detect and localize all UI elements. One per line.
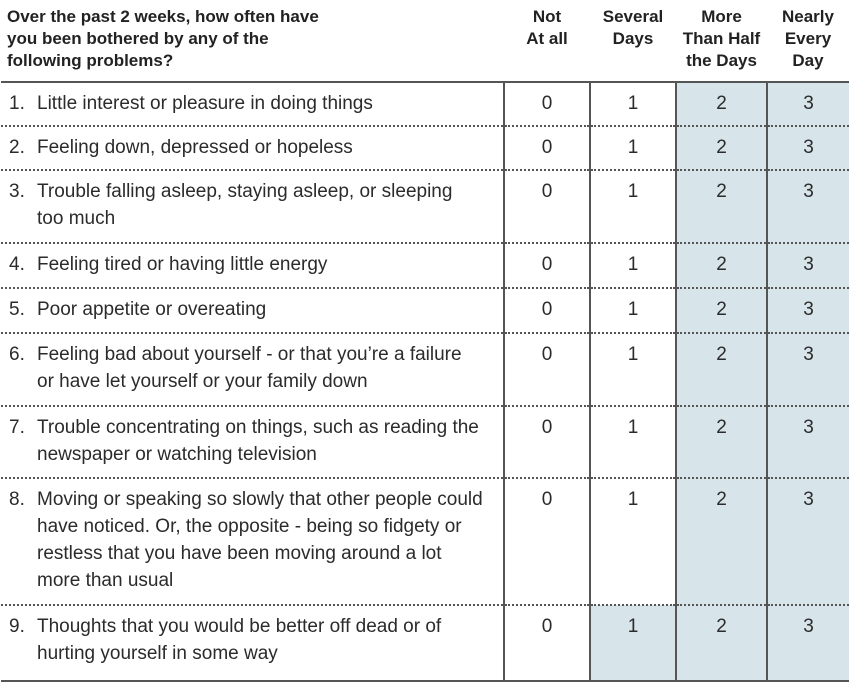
score-nearly-every-day[interactable]: 3 — [767, 170, 849, 243]
question-number: 8. — [9, 489, 25, 510]
question-number: 9. — [9, 616, 25, 637]
score-several-days[interactable]: 1 — [590, 406, 676, 478]
score-not-at-all[interactable]: 0 — [504, 478, 590, 605]
question-text: Moving or speaking so slowly that other people could have noticed. Or, the opposite - being so fidgety or restless that you have been moving around a lot more than usual — [37, 489, 483, 591]
question-cell — [1, 406, 504, 478]
option-header-several-days: Several Days — [590, 0, 676, 82]
question-number: 2. — [9, 137, 25, 158]
option-header-more-than-half: More Than Half the Days — [676, 0, 767, 82]
score-not-at-all[interactable]: 0 — [504, 243, 590, 288]
question-text: Poor appetite or overeating — [37, 299, 267, 320]
question-cell — [1, 288, 504, 333]
question-header: Over the past 2 weeks, how often have you been bothered by any of the following problems? — [1, 0, 504, 82]
score-more-than-half[interactable]: 2 — [676, 126, 767, 170]
table-row — [1, 126, 849, 170]
question-number: 1. — [9, 93, 25, 114]
score-nearly-every-day[interactable]: 3 — [767, 243, 849, 288]
question-cell — [1, 605, 504, 681]
score-more-than-half[interactable]: 2 — [676, 605, 767, 681]
score-nearly-every-day[interactable]: 3 — [767, 82, 849, 126]
table-row — [1, 333, 849, 406]
question-number: 4. — [9, 254, 25, 275]
question-text: Thoughts that you would be better off dead or of hurting yourself in some way — [37, 616, 442, 664]
score-more-than-half[interactable]: 2 — [676, 288, 767, 333]
score-nearly-every-day[interactable]: 3 — [767, 333, 849, 406]
symptom-table — [1, 0, 849, 682]
question-number: 6. — [9, 344, 25, 365]
option-header-nearly-every-day: Nearly Every Day — [767, 0, 849, 82]
score-nearly-every-day[interactable]: 3 — [767, 605, 849, 681]
score-several-days[interactable]: 1 — [590, 288, 676, 333]
score-several-days[interactable]: 1 — [590, 126, 676, 170]
question-text: Trouble concentrating on things, such as reading the newspaper or watching television — [37, 417, 479, 465]
table-row — [1, 243, 849, 288]
score-not-at-all[interactable]: 0 — [504, 170, 590, 243]
question-text: Trouble falling asleep, staying asleep, or sleeping too much — [37, 181, 453, 229]
question-cell — [1, 82, 504, 126]
question-text: Feeling tired or having little energy — [37, 254, 328, 275]
option-header-not-at-all: Not At all — [504, 0, 590, 82]
question-cell — [1, 126, 504, 170]
header-row — [1, 0, 849, 82]
question-number: 7. — [9, 417, 25, 438]
score-several-days[interactable]: 1 — [590, 170, 676, 243]
score-not-at-all[interactable]: 0 — [504, 126, 590, 170]
score-nearly-every-day[interactable]: 3 — [767, 126, 849, 170]
score-several-days[interactable]: 1 — [590, 605, 676, 681]
table-row — [1, 406, 849, 478]
table-row — [1, 82, 849, 126]
score-more-than-half[interactable]: 2 — [676, 478, 767, 605]
score-nearly-every-day[interactable]: 3 — [767, 406, 849, 478]
score-several-days[interactable]: 1 — [590, 333, 676, 406]
score-not-at-all[interactable]: 0 — [504, 406, 590, 478]
score-several-days[interactable]: 1 — [590, 243, 676, 288]
score-not-at-all[interactable]: 0 — [504, 605, 590, 681]
table-row — [1, 288, 849, 333]
score-more-than-half[interactable]: 2 — [676, 243, 767, 288]
score-more-than-half[interactable]: 2 — [676, 333, 767, 406]
question-text: Feeling down, depressed or hopeless — [37, 137, 353, 158]
table-row — [1, 170, 849, 243]
question-number: 5. — [9, 299, 25, 320]
score-not-at-all[interactable]: 0 — [504, 333, 590, 406]
question-text: Feeling bad about yourself - or that you’re a failure or have let yourself or your family down — [37, 344, 462, 392]
score-nearly-every-day[interactable]: 3 — [767, 288, 849, 333]
question-cell — [1, 243, 504, 288]
question-cell — [1, 170, 504, 243]
question-text: Little interest or pleasure in doing things — [37, 93, 373, 114]
score-not-at-all[interactable]: 0 — [504, 82, 590, 126]
question-cell — [1, 478, 504, 605]
score-several-days[interactable]: 1 — [590, 82, 676, 126]
score-more-than-half[interactable]: 2 — [676, 82, 767, 126]
score-more-than-half[interactable]: 2 — [676, 406, 767, 478]
score-several-days[interactable]: 1 — [590, 478, 676, 605]
score-not-at-all[interactable]: 0 — [504, 288, 590, 333]
table-row — [1, 605, 849, 681]
score-more-than-half[interactable]: 2 — [676, 170, 767, 243]
question-number: 3. — [9, 181, 25, 202]
question-cell — [1, 333, 504, 406]
table-row — [1, 478, 849, 605]
score-nearly-every-day[interactable]: 3 — [767, 478, 849, 605]
